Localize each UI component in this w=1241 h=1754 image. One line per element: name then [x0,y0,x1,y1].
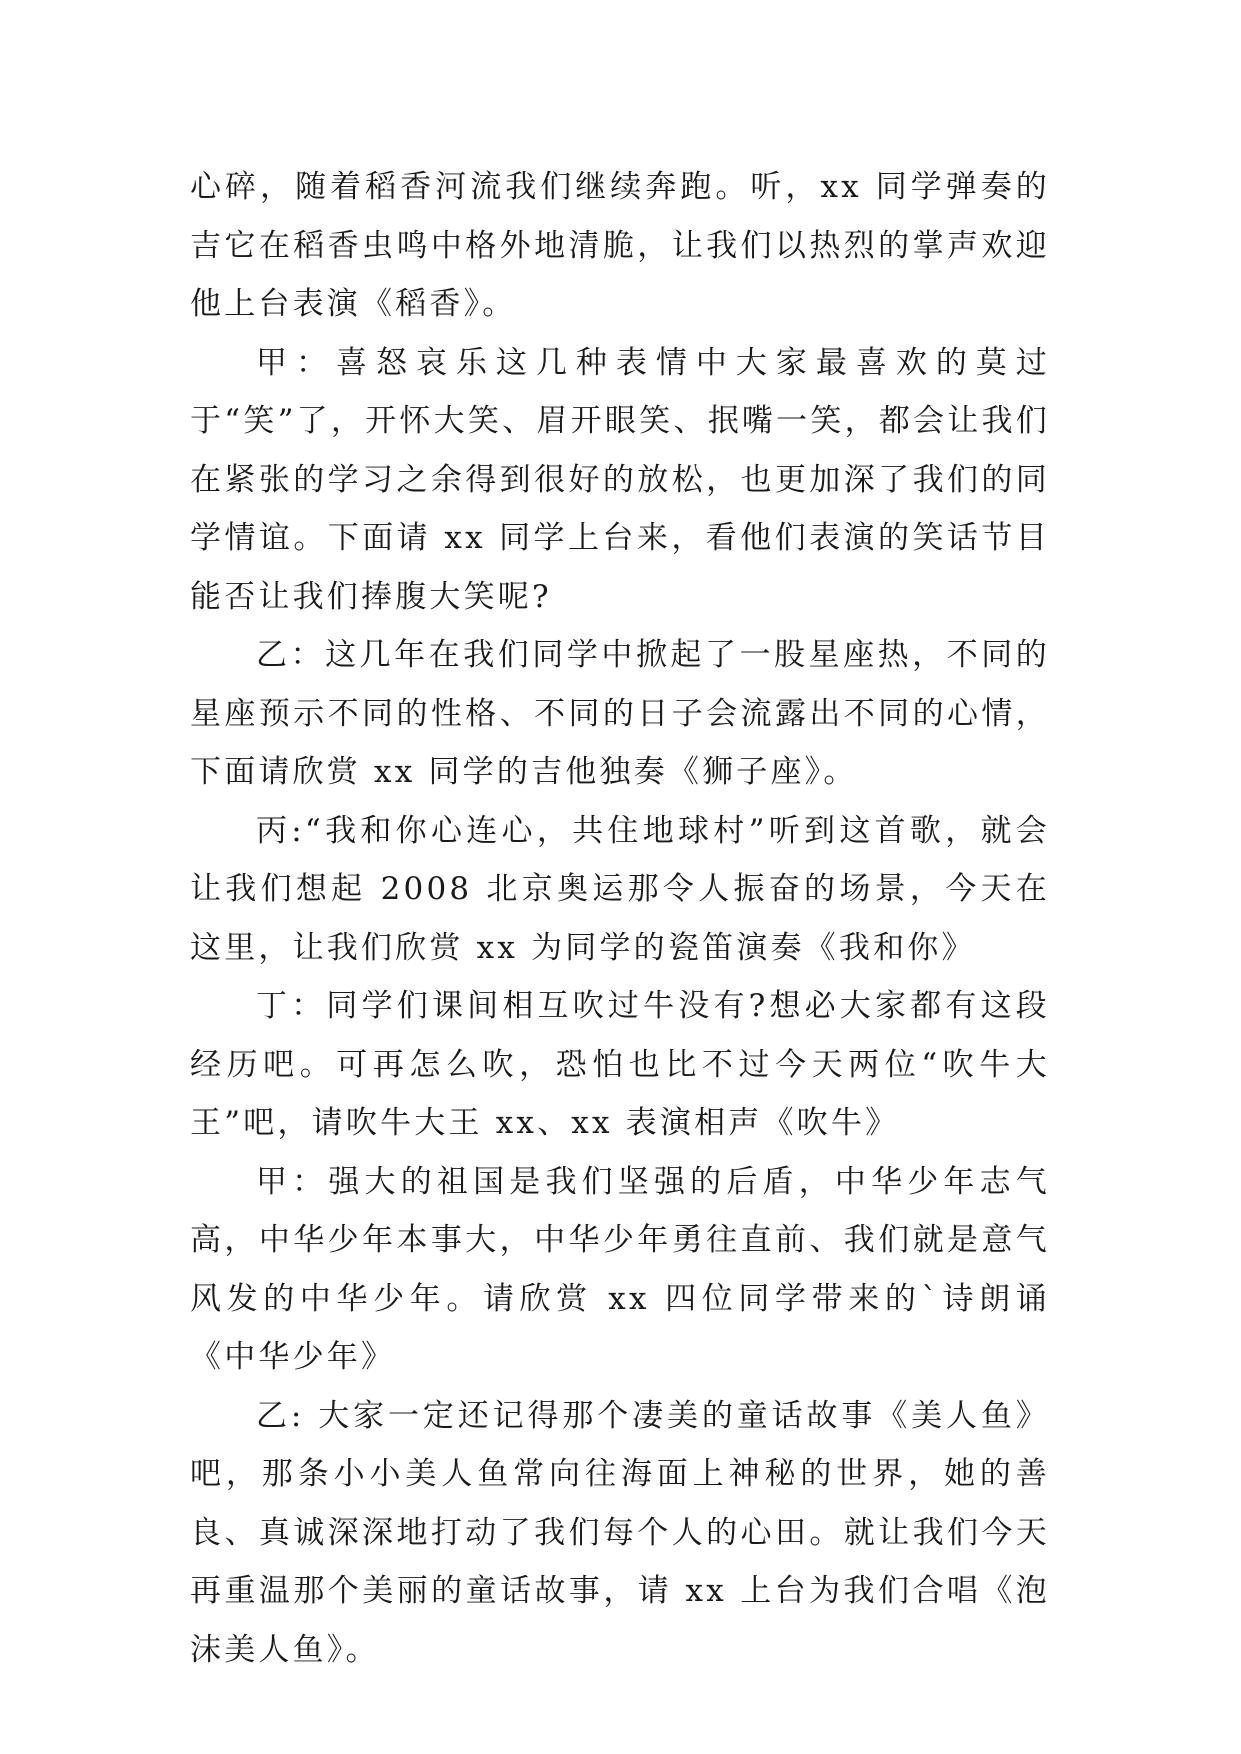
paragraph-3: 乙：这几年在我们同学中掀起了一股星座热，不同的星座预示不同的性格、不同的日子会流露出不同的心情，下面请欣赏 xx 同学的吉他独奏《狮子座》。 [190,637,1050,790]
paragraph-6: 甲：强大的祖国是我们坚强的后盾，中华少年志气高，中华少年本事大，中华少年勇往直前、我们就是意气风发的中华少年。请欣赏 xx 四位同学带来的`诗朗诵《中华少年》 [190,1163,1050,1375]
paragraph-7: 乙: 大家一定还记得那个凄美的童话故事《美人鱼》吧，那条小小美人鱼常向往海面上神秘的世界，她的善良、真诚深深地打动了我们每个人的心田。就让我们今天再重温那个美丽的童话故事，请 xx 上台为我们合唱《泡沫美人鱼》。 [190,1397,1050,1668]
paragraph-5: 丁：同学们课间相互吹过牛没有?想必大家都有这段经历吧。可再怎么吹，恐怕也比不过今天两位“吹牛大王”吧，请吹牛大王 xx、xx 表演相声《吹牛》 [190,988,1050,1141]
document-body [190,158,1050,1679]
paragraph-2: 甲：喜怒哀乐这几种表情中大家最喜欢的莫过于“笑”了，开怀大笑、眉开眼笑、抿嘴一笑，都会让我们在紧张的学习之余得到很好的放松，也更加深了我们的同学情谊。下面请 xx 同学上台来，看他们表演的笑话节目能否让我们捧腹大笑呢? [190,344,1050,615]
paragraph-4: 丙:“我和你心连心，共住地球村”听到这首歌，就会让我们想起 2008 北京奥运那令人振奋的场景，今天在这里，让我们欣赏 xx 为同学的瓷笛演奏《我和你》 [190,812,1050,966]
paragraph-1: 心碎，随着稻香河流我们继续奔跑。听，xx 同学弹奏的吉它在稻香虫鸣中格外地清脆，让我们以热烈的掌声欢迎他上台表演《稻香》。 [190,169,1050,322]
